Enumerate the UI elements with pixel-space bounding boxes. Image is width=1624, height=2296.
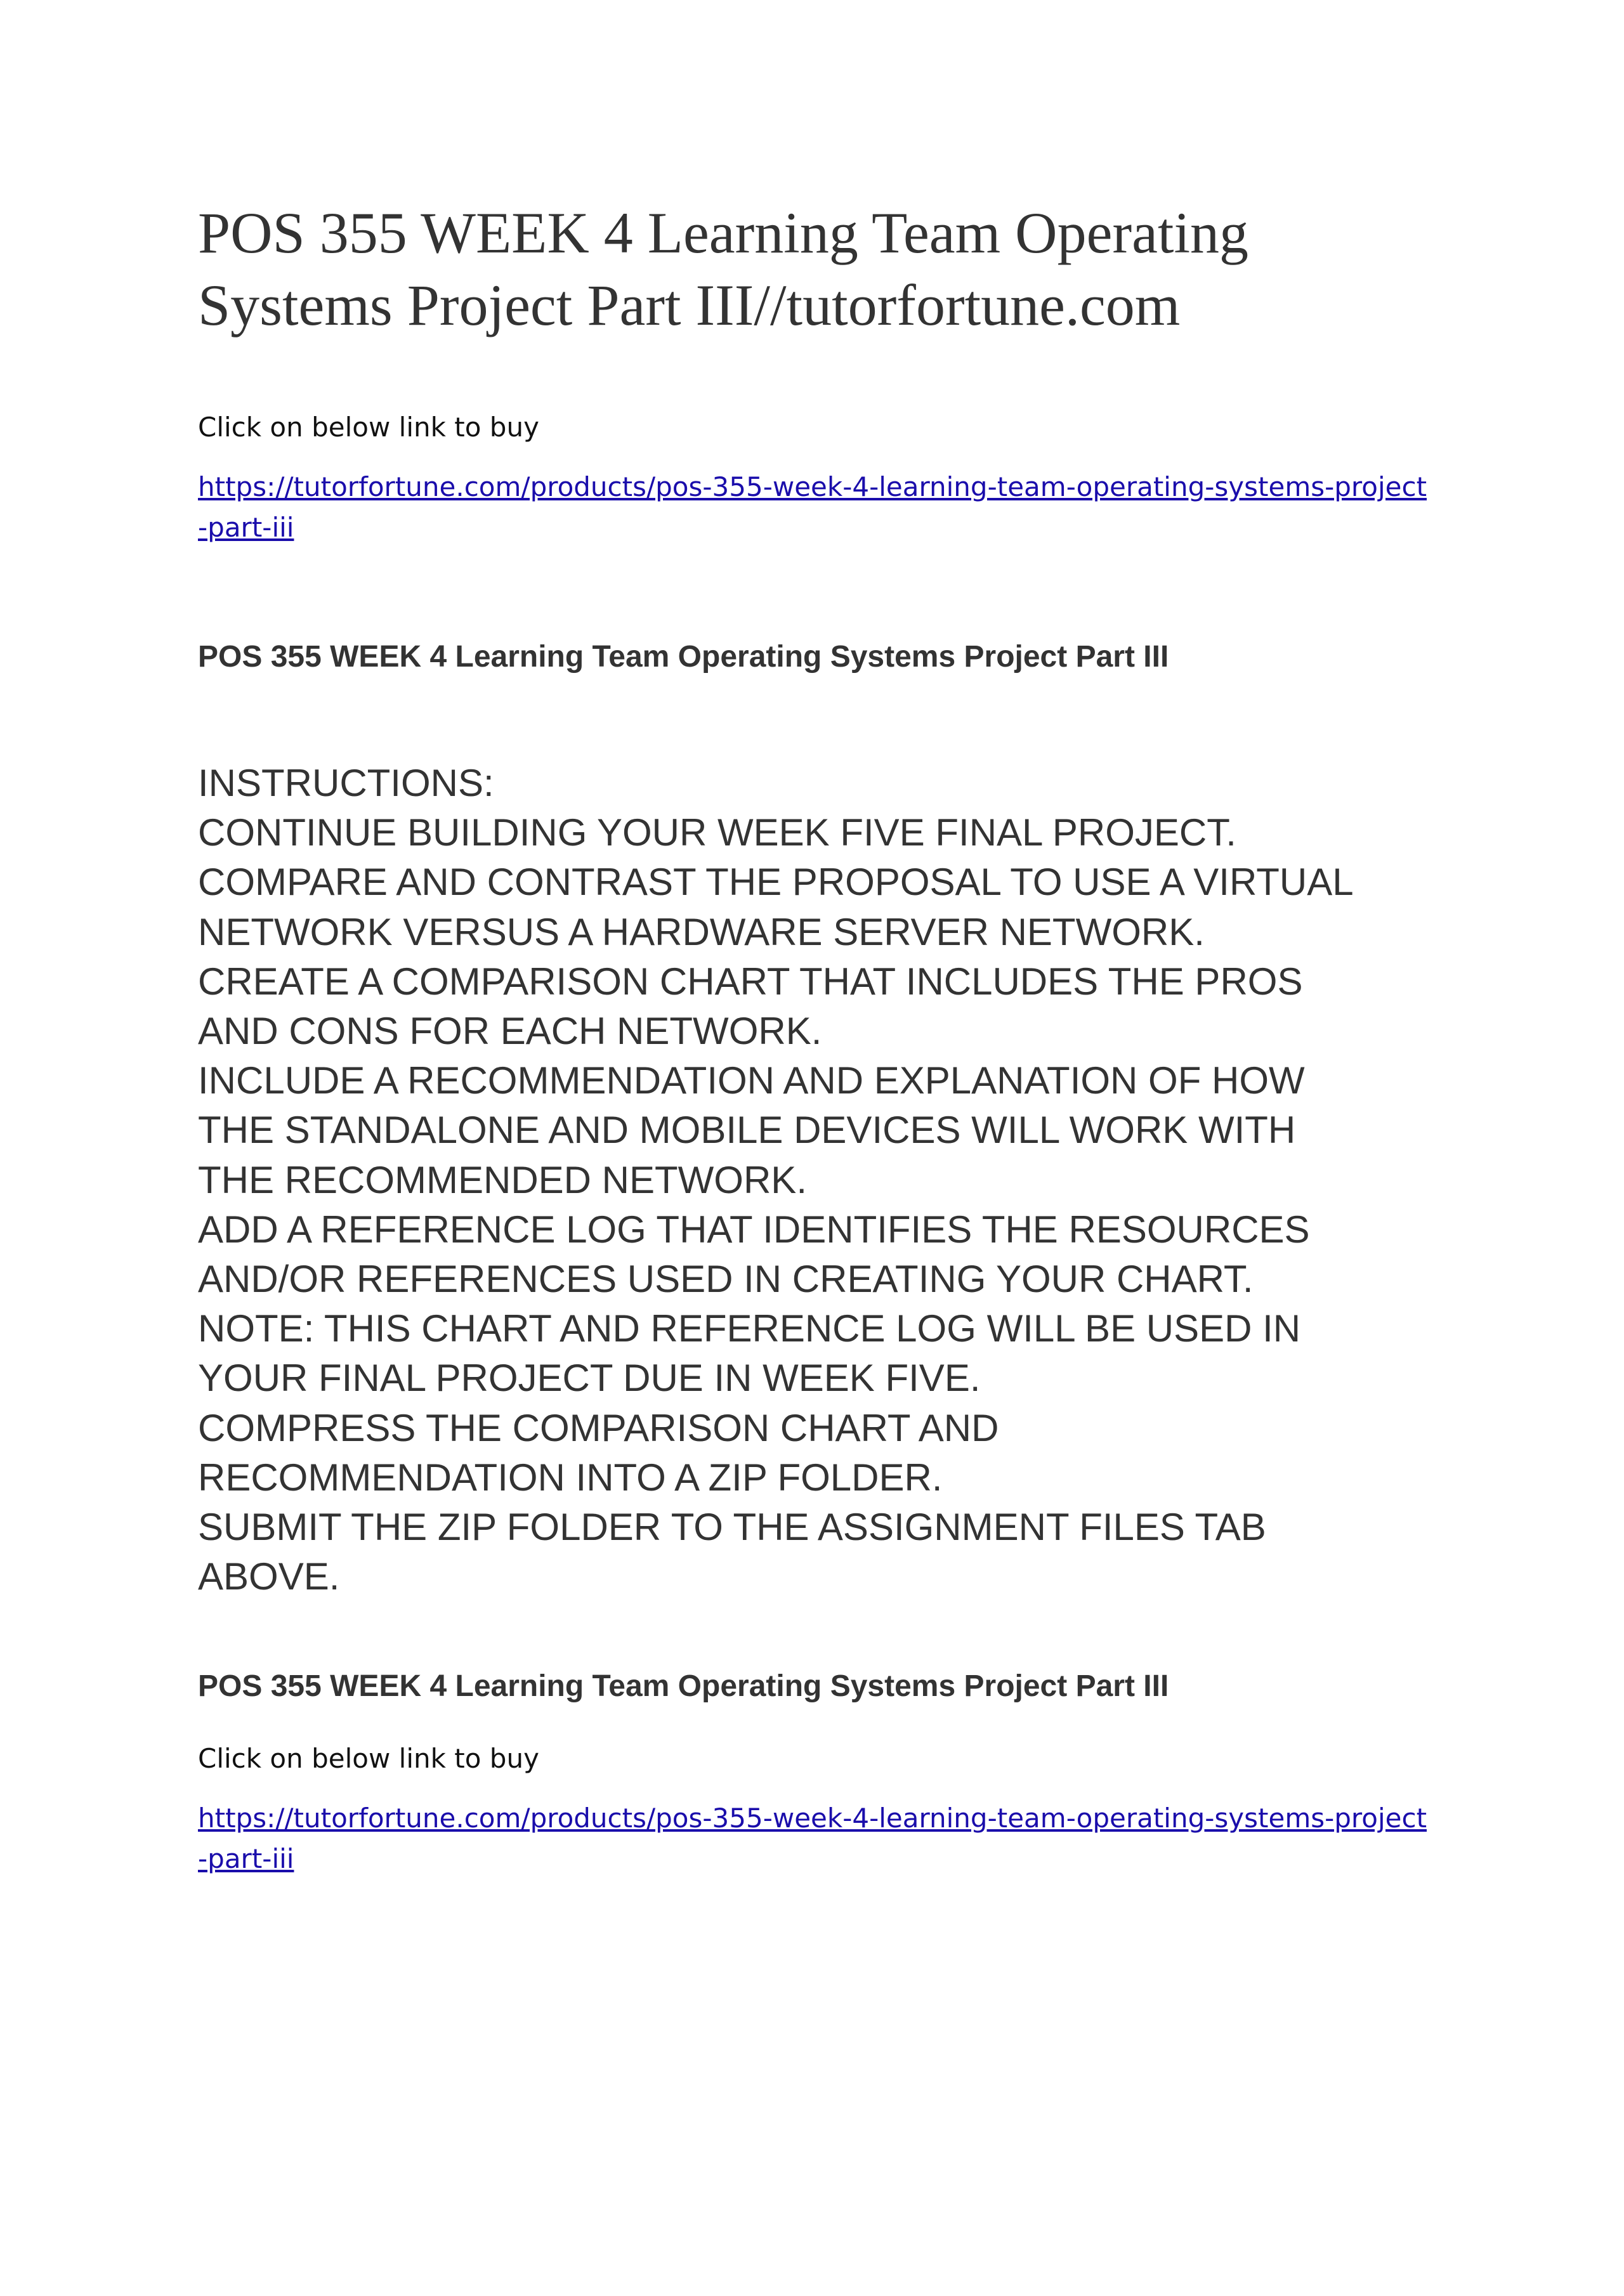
- instruction-line: INCLUDE A RECOMMENDATION AND EXPLANATION OF HOW: [198, 1059, 1305, 1102]
- instruction-line: RECOMMENDATION INTO A ZIP FOLDER.: [198, 1456, 943, 1499]
- instruction-line: COMPARE AND CONTRAST THE PROPOSAL TO USE A VIRTUAL: [198, 861, 1354, 904]
- instruction-line: NOTE: THIS CHART AND REFERENCE LOG WILL BE USED IN: [198, 1307, 1301, 1350]
- instruction-line: SUBMIT THE ZIP FOLDER TO THE ASSIGNMENT FILES TAB: [198, 1506, 1266, 1549]
- instruction-line: NETWORK VERSUS A HARDWARE SERVER NETWORK.: [198, 910, 1205, 953]
- instruction-line: THE STANDALONE AND MOBILE DEVICES WILL WORK WITH: [198, 1109, 1296, 1152]
- instruction-line: AND/OR REFERENCES USED IN CREATING YOUR CHART.: [198, 1258, 1254, 1301]
- section-heading: POS 355 WEEK 4 Learning Team Operating Systems Project Part III: [198, 640, 1169, 674]
- instruction-line: CREATE A COMPARISON CHART THAT INCLUDES THE PROS: [198, 960, 1303, 1003]
- document-title: POS 355 WEEK 4 Learning Team Operating Systems Project Part III//tutorfortune.com: [198, 200, 1249, 337]
- product-link-bottom[interactable]: https://tutorfortune.com/products/pos-355-week-4-learning-team-operating-systems-project-part-iii: [198, 1803, 1427, 1875]
- instruction-line: THE RECOMMENDED NETWORK.: [198, 1158, 807, 1201]
- instructions-block: [198, 759, 1435, 1601]
- buy-prompt-bottom: Click on below link to buy: [198, 1743, 539, 1775]
- product-link-top[interactable]: https://tutorfortune.com/products/pos-355-week-4-learning-team-operating-systems-project-part-iii: [198, 471, 1427, 543]
- instruction-line: ABOVE.: [198, 1555, 340, 1598]
- instruction-line: ADD A REFERENCE LOG THAT IDENTIFIES THE RESOURCES: [198, 1208, 1310, 1251]
- buy-prompt-top: Click on below link to buy: [198, 412, 539, 443]
- instruction-line: COMPRESS THE COMPARISON CHART AND: [198, 1406, 999, 1449]
- document-content: [198, 197, 1435, 1879]
- instruction-line: YOUR FINAL PROJECT DUE IN WEEK FIVE.: [198, 1357, 981, 1400]
- instruction-line: AND CONS FOR EACH NETWORK.: [198, 1010, 822, 1053]
- instruction-line: INSTRUCTIONS:: [198, 762, 494, 804]
- bottom-section-heading: POS 355 WEEK 4 Learning Team Operating Systems Project Part III: [198, 1669, 1169, 1704]
- instruction-line: CONTINUE BUILDING YOUR WEEK FIVE FINAL PROJECT.: [198, 811, 1236, 854]
